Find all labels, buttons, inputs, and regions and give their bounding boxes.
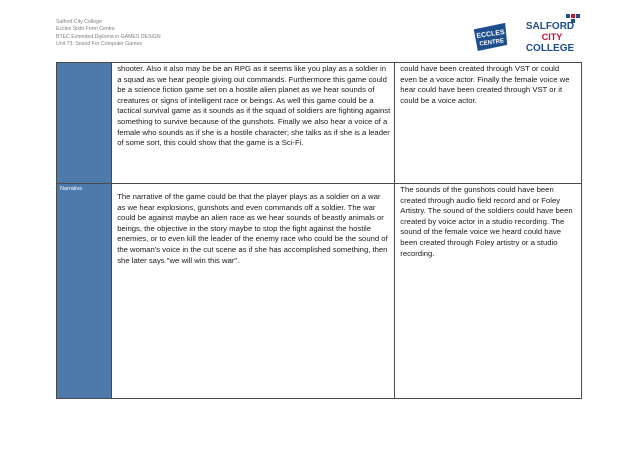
narrative-label: Narrative [60, 186, 83, 192]
header-line-course: BTEC Extended Diploma in GAMES DESIGN [56, 33, 161, 40]
eccles-centre-logo [472, 23, 510, 51]
creation-cell [395, 63, 582, 184]
description-text: shooter. Also it also may be be an RPG as it seems like you play as a soldier in a squad as we hear people giving out commands. Furthermore this game could be a science fiction game set on a hostile alien planet as we hear sounds of creatures or signs of intelligent race or beings. As well this game could be a tactical survival game as it sounds as if the squad of soldiers are fighting against something to survive because of the gunshots. Finally we also hear a voice of a female who sounds as if she is a hostile character; she talks as if she is a leader of some sort, this could show that the game is a Sci-Fi. [117, 64, 391, 148]
creation-text: could have been created through VST or could even be a voice actor. Finally the female voice we hear could have been created through VST or it could be a voice actor. [400, 64, 570, 105]
row-label-cell [57, 63, 112, 184]
analysis-table [56, 62, 582, 399]
document-header [56, 19, 161, 49]
header-line-centre: Eccles Sixth Form Centre [56, 26, 115, 33]
salford-logo-line3: COLLEGE [525, 43, 575, 54]
row-label-cell [57, 184, 112, 399]
description-cell [112, 184, 395, 399]
salford-logo-line2: CITY [541, 32, 563, 42]
description-text: The narrative of the game could be that the player plays as a soldier on a war as we hear explosions, gunshots and even commands off a soldier. The war could be against maybe an alien race as we hear sounds of beastly animals or beings, the objective in the story maybe to stop the fight against the hostile enemies, or to even kill the leader of the enemy race who could be the sound of the woman's voice in the cut scene as if she has accomplished something, then she later says "we will win this war". [117, 192, 388, 265]
salford-city-college-logo [514, 13, 586, 55]
header-line-unit: Unit 73: Sound For Computer Games [56, 41, 142, 48]
description-cell [112, 63, 395, 184]
creation-text: The sounds of the gunshots could have been created through audio field record and or Foley Artistry. The sound of the soldiers could have been created by voice actor in a studio recording. The sound of the female voice we heard could have been created through Foley artistry or a studio recording. [400, 185, 573, 258]
salford-logo-line1: SALFORD [525, 21, 575, 32]
eccles-logo-line2: CENTRE [479, 38, 505, 48]
table-row [57, 184, 582, 399]
eccles-logo-line1: ECCLES [476, 29, 506, 40]
header-line-college: Salford City College [56, 19, 102, 25]
creation-cell [395, 184, 582, 399]
table-row [57, 63, 582, 184]
